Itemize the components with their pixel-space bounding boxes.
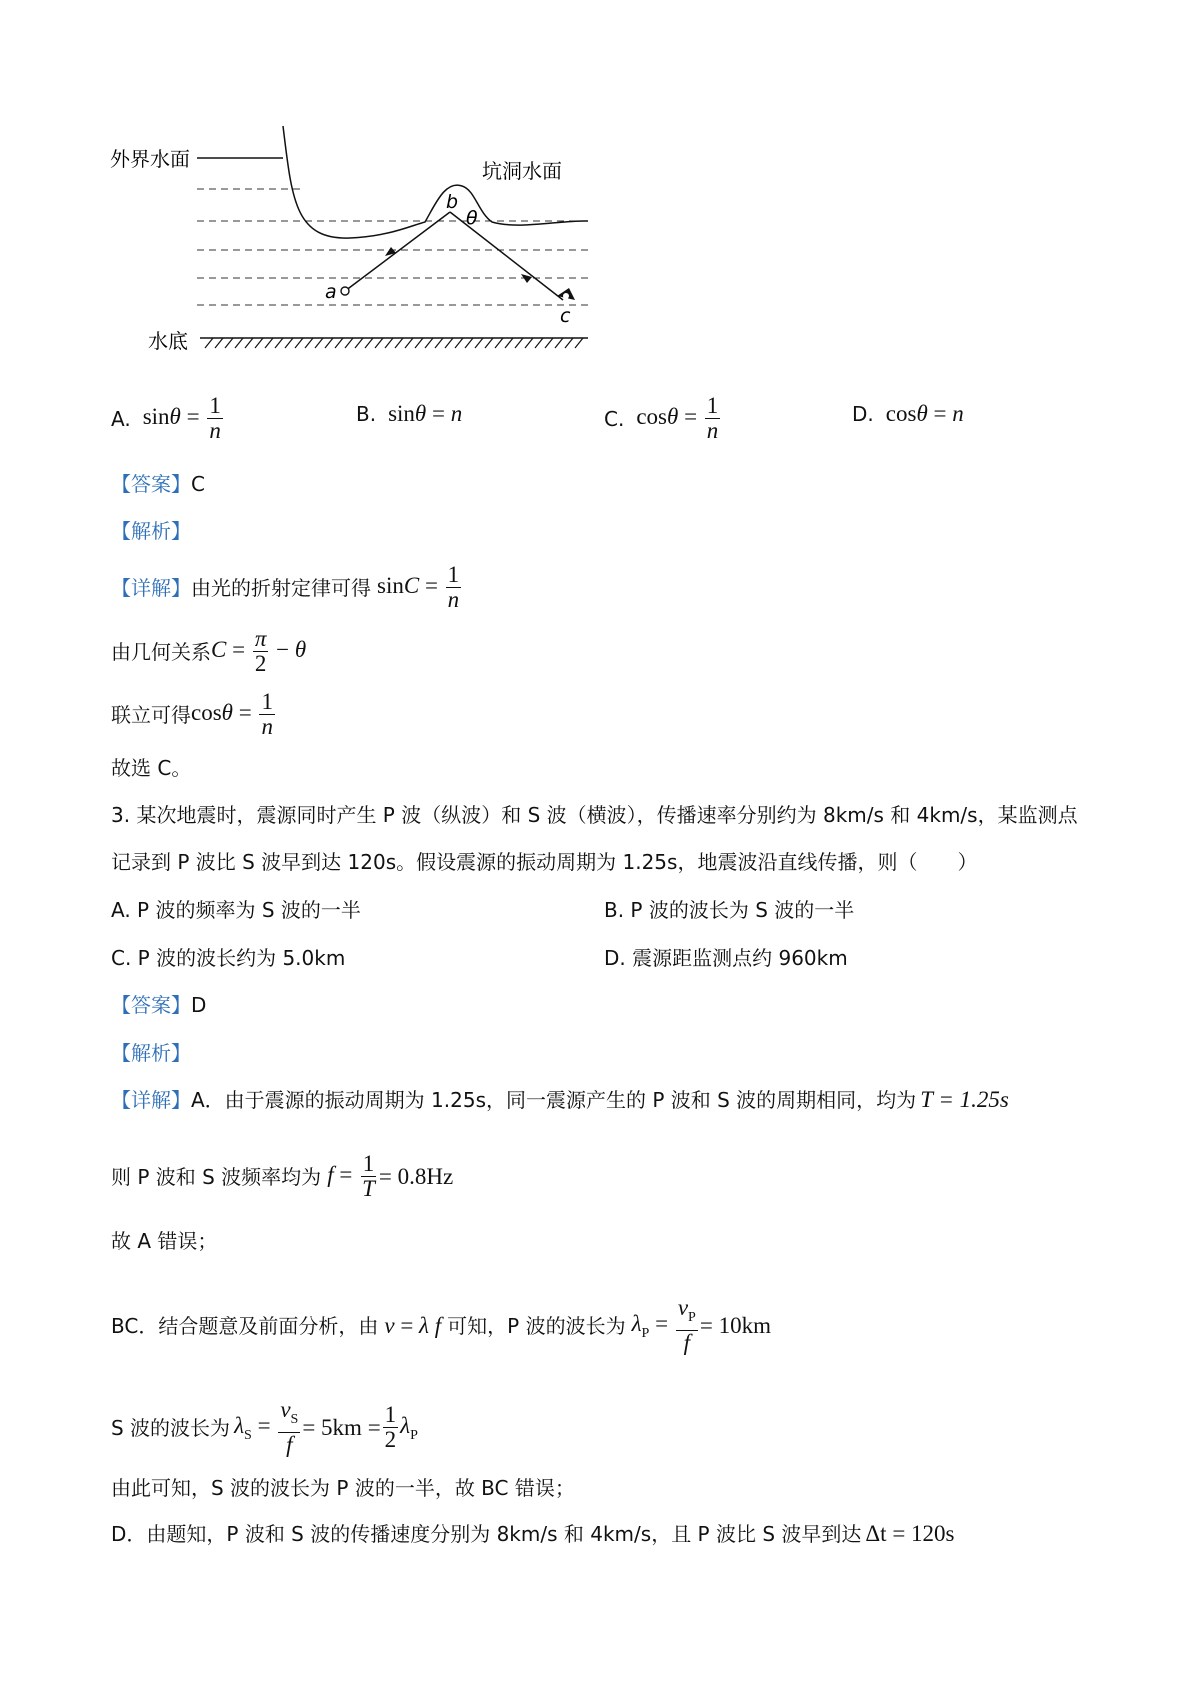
dashed-water-lines	[197, 189, 590, 305]
q2-analysis-tag: 【解析】	[111, 519, 191, 543]
formula-T: T = 1.25s	[920, 1087, 1009, 1112]
q3-conclusion-a: 故 A 错误；	[111, 1229, 218, 1253]
formula-cos: cosθ = $\frac{1}{n}$	[191, 689, 273, 739]
freq-result: = 0.8Hz	[378, 1163, 454, 1189]
answer-tag: 【答案】	[111, 993, 191, 1017]
option-a	[111, 394, 225, 443]
label-bottom: 水底	[148, 329, 188, 353]
option-b	[356, 402, 462, 426]
answer-tag: 【答案】	[111, 472, 191, 496]
q3-option-b: B. P 波的波长为 S 波的一半	[604, 898, 855, 922]
s-result: = 5km =	[302, 1414, 381, 1440]
formula-sinC: sinC = $\frac{1}{n}$	[377, 562, 460, 612]
s-text: S 波的波长为	[111, 1415, 231, 1440]
label-point-b: b	[446, 191, 459, 213]
bc-result: = 10km	[699, 1312, 771, 1338]
label-point-a: a	[325, 281, 337, 303]
q3-option-d: D. 震源距监测点约 960km	[604, 946, 848, 970]
q3-option-c: C. P 波的波长约为 5.0km	[111, 946, 346, 970]
option-a-label: A.	[111, 406, 131, 431]
option-b-formula: sinθ = n	[388, 401, 463, 426]
answer-value: D	[191, 993, 207, 1017]
q3-stem-line1: 3. 某次地震时，震源同时产生 P 波（纵波）和 S 波（横波），传播速率分别约为 8km/s 和 4km/s，某监测点	[111, 803, 1078, 827]
formula-lambda-p: $\lambda_P$ = $\frac{v_P}{f}$	[631, 1295, 696, 1355]
option-d-label: D.	[852, 402, 874, 426]
option-d-formula: cosθ = n	[885, 401, 964, 426]
bc-text-2: 可知，P 波的波长为	[447, 1313, 626, 1338]
option-c	[604, 394, 722, 443]
q3-stem-line2: 记录到 P 波比 S 波早到达 120s。假设震源的振动周期为 1.25s，地震波沿直线传播，则（ ）	[111, 850, 978, 874]
formula-lambda-s: $\lambda_S$ = $\frac{v_S}{f}$	[234, 1397, 299, 1457]
q3-bc-line	[111, 1296, 771, 1355]
formula-v: v = λ f	[384, 1312, 442, 1338]
option-d	[852, 402, 964, 426]
q3-frequency-line	[111, 1152, 453, 1201]
label-hole-surface: 坑洞水面	[482, 159, 562, 183]
detail-text: A．由于震源的振动周期为 1.25s，同一震源产生的 P 波和 S 波的周期相同，均为	[191, 1088, 917, 1112]
label-outer-surface: 外界水面	[110, 147, 190, 171]
bc-text: BC．结合题意及前面分析，由	[111, 1313, 379, 1338]
option-b-label: B.	[356, 402, 377, 426]
q2-detail-line2	[111, 627, 306, 676]
incident-ray	[345, 212, 450, 291]
detail-tag: 【详解】	[111, 1088, 191, 1112]
q2-detail-line3	[111, 690, 277, 739]
q3-analysis-tag: 【解析】	[111, 1041, 191, 1065]
detail-text: 联立可得	[111, 702, 191, 727]
detail-tag: 【详解】	[111, 575, 191, 600]
freq-text: 则 P 波和 S 波频率均为	[111, 1164, 322, 1189]
refraction-figure	[100, 110, 600, 360]
q3-answer	[111, 993, 206, 1017]
q3-detail-d	[111, 1522, 955, 1546]
q3-s-line	[111, 1398, 418, 1457]
q2-detail-line4: 故选 C。	[111, 756, 192, 780]
formula-f: f = $\frac{1}{T}$	[327, 1151, 375, 1201]
option-a-formula: sinθ = $\frac{1}{n}$	[142, 393, 221, 443]
formula-C: C = $\frac{\pi}{2}$ − θ	[211, 626, 307, 676]
q2-answer	[111, 472, 205, 496]
q2-detail-line1	[111, 563, 463, 612]
label-point-c: c	[560, 305, 571, 327]
q3-option-a: A. P 波的频率为 S 波的一半	[111, 898, 361, 922]
q3-detail-a	[111, 1088, 1009, 1112]
label-angle: θ	[466, 207, 478, 229]
q3-conclusion-bc: 由此可知，S 波的波长为 P 波的一半，故 BC 错误；	[111, 1476, 575, 1500]
point-a-marker	[341, 287, 349, 295]
bottom-hatch	[205, 338, 583, 348]
answer-value: C	[191, 472, 205, 496]
option-c-formula: cosθ = $\frac{1}{n}$	[636, 393, 719, 443]
option-c-label: C.	[604, 406, 625, 431]
d-text: D．由题知，P 波和 S 波的传播速度分别为 8km/s 和 4km/s，且 P 波比 S 波早到达	[111, 1522, 862, 1546]
formula-dt: Δt = 120s	[865, 1521, 955, 1546]
detail-text: 由几何关系	[111, 639, 211, 664]
detail-text: 由光的折射定律可得	[191, 575, 371, 600]
formula-half-lambda: $\frac{1}{2}$ $\lambda_P$	[384, 1402, 418, 1452]
